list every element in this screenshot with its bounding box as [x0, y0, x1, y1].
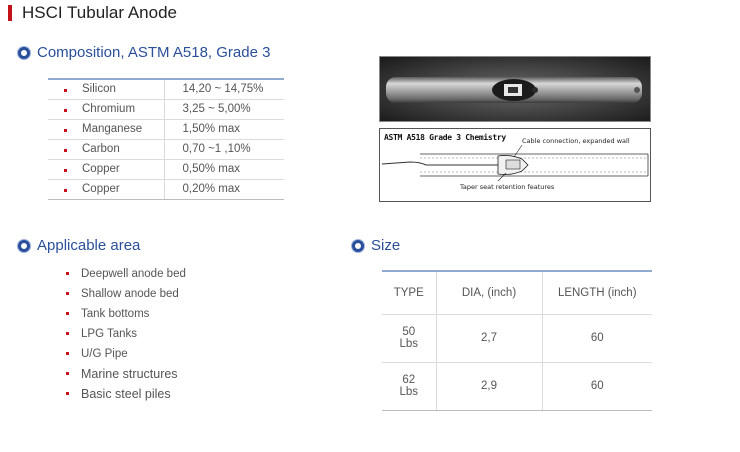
diagram-drawing	[380, 129, 651, 202]
chemistry-diagram	[379, 128, 651, 202]
circle-bullet-icon	[352, 240, 364, 252]
list-item: Basic steel piles	[66, 384, 186, 404]
page-title: HSCI Tubular Anode	[22, 3, 177, 22]
size-table	[382, 270, 652, 411]
table-row	[382, 314, 652, 362]
circle-bullet-icon	[18, 240, 30, 252]
element-value: 0,50% max	[164, 159, 284, 179]
list-item: Tank bottoms	[66, 304, 186, 324]
column-header: TYPE	[382, 271, 436, 314]
red-bullet-icon	[64, 149, 67, 152]
type-cell: 62 Lbs	[382, 362, 436, 410]
length-cell: 60	[542, 314, 652, 362]
list-item: U/G Pipe	[66, 344, 186, 364]
element-name: Copper	[82, 163, 120, 175]
anode-photo-graphic	[380, 57, 651, 122]
table-row	[48, 79, 284, 99]
red-bullet-icon	[66, 392, 69, 395]
page-header	[8, 2, 177, 24]
table-row	[382, 362, 652, 410]
red-bullet-icon	[64, 89, 67, 92]
red-bullet-icon	[66, 292, 69, 295]
list-item: LPG Tanks	[66, 324, 186, 344]
table-row	[48, 159, 284, 179]
anode-photo	[379, 56, 651, 122]
element-value: 0,70 ~1 ,10%	[164, 139, 284, 159]
composition-table	[48, 78, 284, 200]
applicable-heading	[18, 237, 140, 254]
column-header: LENGTH (inch)	[542, 271, 652, 314]
red-bullet-icon	[66, 352, 69, 355]
list-item: Marine structures	[66, 364, 186, 384]
element-name: Manganese	[82, 123, 143, 135]
diagram-label: ASTM A518 Grade 3 Chemistry	[384, 133, 506, 142]
red-bullet-icon	[64, 189, 67, 192]
composition-title: Composition, ASTM A518, Grade 3	[37, 44, 271, 61]
diagram-annotation-top: Cable connection, expanded wall	[522, 137, 630, 145]
table-row	[48, 119, 284, 139]
red-bullet-icon	[66, 312, 69, 315]
applicable-list	[66, 264, 186, 404]
size-heading	[352, 237, 400, 254]
element-name: Chromium	[82, 103, 136, 115]
list-item: Shallow anode bed	[66, 284, 186, 304]
table-header-row	[382, 271, 652, 314]
applicable-title: Applicable area	[37, 237, 141, 254]
table-row	[48, 99, 284, 119]
red-bullet-icon	[64, 109, 67, 112]
red-bullet-icon	[66, 332, 69, 335]
dia-cell: 2,9	[436, 362, 542, 410]
composition-heading	[18, 44, 270, 61]
table-row	[48, 179, 284, 199]
column-header: DIA, (inch)	[436, 271, 542, 314]
element-value: 0,20% max	[164, 179, 284, 199]
element-value: 1,50% max	[164, 119, 284, 139]
circle-bullet-icon	[18, 47, 30, 59]
length-cell: 60	[542, 362, 652, 410]
dia-cell: 2,7	[436, 314, 542, 362]
element-name: Carbon	[82, 143, 120, 155]
size-title: Size	[371, 237, 401, 254]
type-cell: 50 Lbs	[382, 314, 436, 362]
red-bullet-icon	[64, 169, 67, 172]
title-accent-bar	[8, 5, 12, 21]
list-item: Deepwell anode bed	[66, 264, 186, 284]
red-bullet-icon	[66, 272, 69, 275]
table-row	[48, 139, 284, 159]
red-bullet-icon	[64, 129, 67, 132]
element-value: 14,20 ~ 14,75%	[164, 79, 284, 99]
diagram-annotation-bottom: Taper seat retention features	[460, 183, 555, 191]
element-name: Silicon	[82, 83, 116, 96]
red-bullet-icon	[66, 372, 69, 375]
element-name: Copper	[82, 183, 120, 195]
element-value: 3,25 ~ 5,00%	[164, 99, 284, 119]
